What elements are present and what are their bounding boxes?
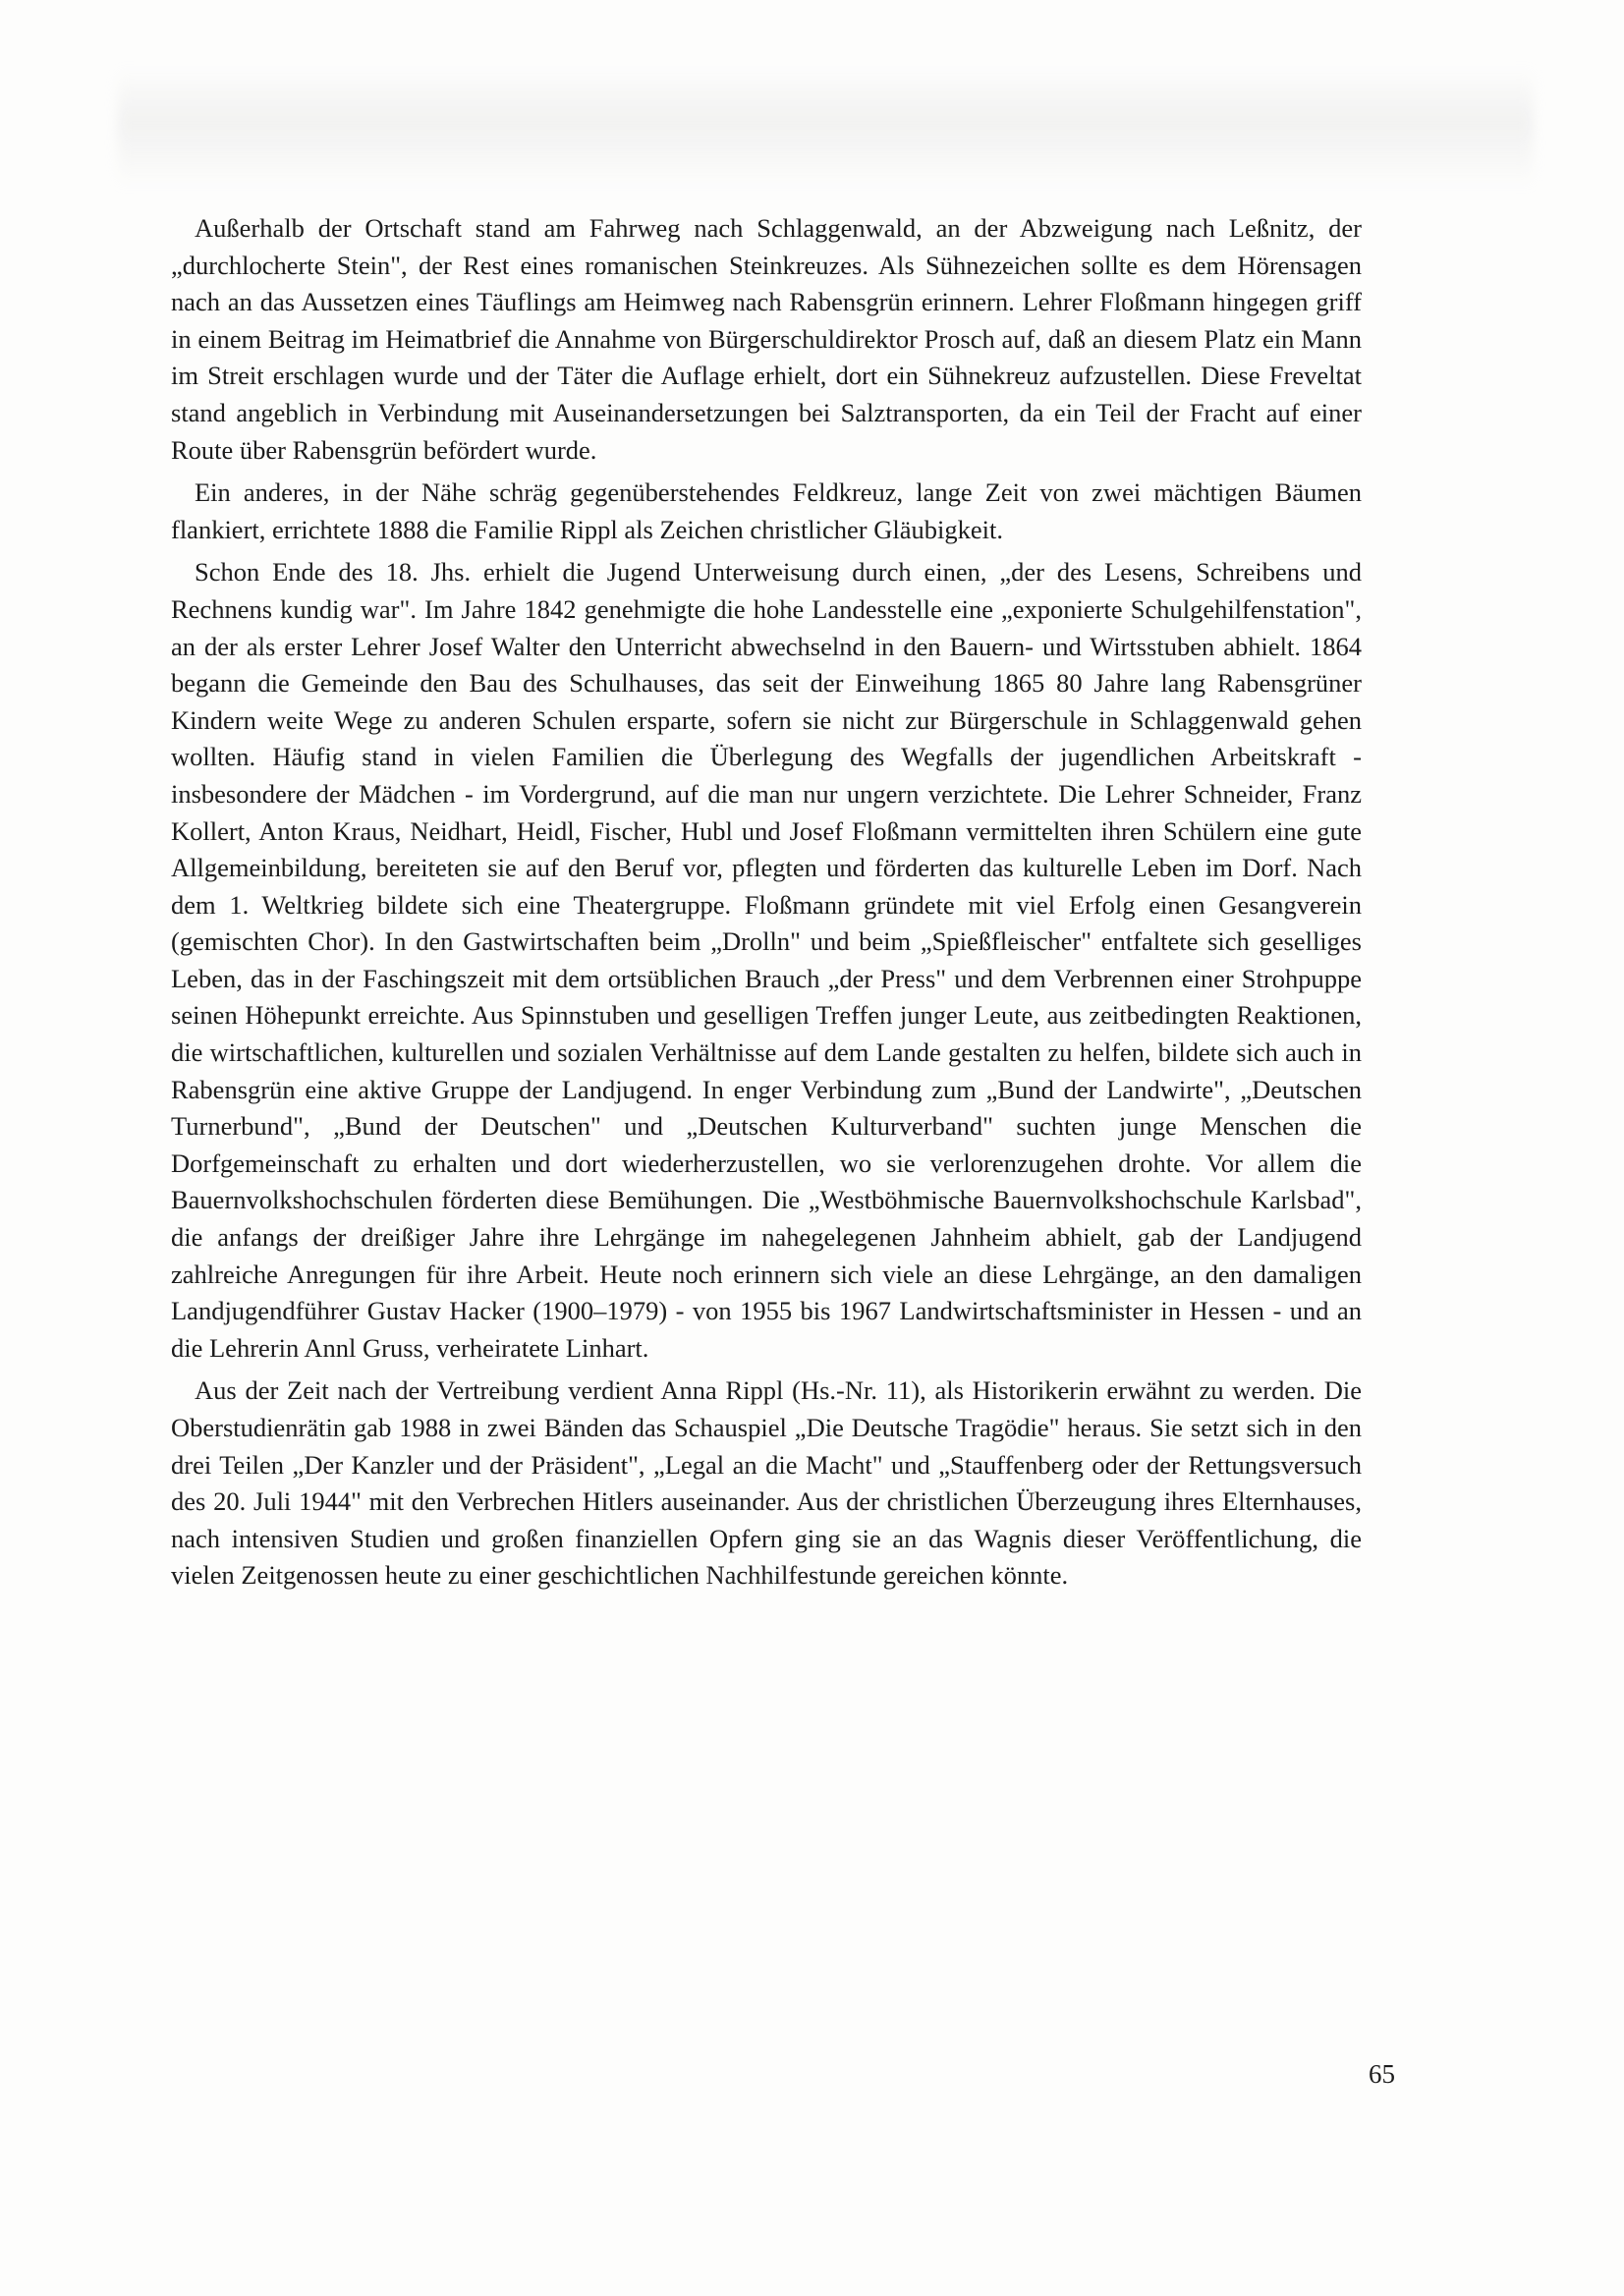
paragraph-anna-rippl: Aus der Zeit nach der Vertreibung verdient Anna Rippl (Hs.-Nr. 11), als Historikerin erwähnt zu werden. Die Oberstudienrätin gab 1988 in zwei Bänden das Schauspiel „Die Deutsche Tragödie" heraus. Sie setzt sich in den drei Teilen „Der Kanzler und der Präsident", „Legal an die Macht" und „Stauffenberg oder der Rettungsversuch des 20. Juli 1944" mit den Verbrechen Hitlers auseinander. Aus der christlichen Überzeugung ihres Elternhauses, nach intensiven Studien und großen finanziellen Opfern ging sie an das Wagnis dieser Veröffentlichung, die vielen Zeitgenossen heute zu einer geschichtlichen Nachhilfestunde gereichen könnte. [171,1375,1362,1591]
paragraph-steinkreuz: Außerhalb der Ortschaft stand am Fahrweg nach Schlaggenwald, an der Abzweigung nach Leßnitz, der „durchlocherte Stein", der Rest eines romanischen Steinkreuzes. Als Sühnezeichen sollte es dem Hörensagen nach an das Aussetzen eines Täuflings am Heimweg nach Rabensgrün erinnern. Lehrer Floßmann hingegen griff in einem Beitrag im Heimatbrief die Annahme von Bürgerschuldirektor Prosch auf, daß an diesem Platz ein Mann im Streit erschlagen wurde und der Täter die Auflage erhielt, dort ein Sühnekreuz aufzustellen. Diese Freveltat stand angeblich in Verbindung mit Auseinandersetzungen bei Salztransporten, da ein Teil der Fracht auf einer Route über Rabensgrün befördert wurde. [171,213,1362,465]
page-number: 65 [1369,2059,1395,2089]
show-through-bleed [118,69,1533,187]
paragraph-schule: Schon Ende des 18. Jhs. erhielt die Jugend Unterweisung durch einen, „der des Lesens, Schreibens und Rechnens kundig war". Im Jahre 1842 genehmigte die hohe Landesstelle eine „exponierte Schulgehilfenstation", an der als erster Lehrer Josef Walter den Unterricht abwechselnd in den Bauern- und Wirtsstuben abhielt. 1864 begann die Gemeinde den Bau des Schulhauses, das seit der Einweihung 1865 80 Jahre lang Rabensgrüner Kindern weite Wege zu anderen Schulen ersparte, sofern sie nicht zur Bürgerschule in Schlaggenwald gehen wollten. Häufig stand in vielen Familien die Überlegung des Wegfalls der jugendlichen Arbeitskraft - insbesondere der Mädchen - im Vordergrund, auf die man nur ungern verzichtete. Die Lehrer Schneider, Franz Kollert, Anton Kraus, Neidhart, Heidl, Fischer, Hubl und Josef Floßmann vermittelten ihren Schülern eine gute Allgemeinbildung, bereiteten sie auf den Beruf vor, pflegten und förderten das kulturelle Leben im Dorf. Nach dem 1. Weltkrieg bildete sich eine Theatergruppe. Floßmann gründete mit viel Erfolg einen Gesangverein (gemischten Chor). In den Gastwirtschaften beim „Drolln" und beim „Spießfleischer" entfaltete sich geselliges Leben, das in der Faschingszeit mit dem ortsüblichen Brauch „der Press" und dem Verbrennen einer Strohpuppe seinen Höhepunkt erreichte. Aus Spinnstuben und geselligen Treffen junger Leute, aus zeitbedingten Reaktionen, die wirtschaftlichen, kulturellen und sozialen Verhältnisse auf dem Lande gestalten zu helfen, bildete sich auch in Rabensgrün eine aktive Gruppe der Landjugend. In enger Verbindung zum „Bund der Landwirte", „Deutschen Turnerbund", „Bund der Deutschen" und „Deutschen Kulturverband" suchten junge Menschen die Dorfgemeinschaft zu erhalten und dort wiederherzustellen, wo sie verlorenzugehen drohte. Vor allem die Bauernvolkshochschulen förderten diese Bemühungen. Die „Westböhmische Bauernvolkshochschule Karlsbad", die anfangs der dreißiger Jahre ihre Lehrgänge im nahegelegenen Jahnheim abhielt, gab der Landjugend zahlreiche Anregungen für ihre Arbeit. Heute noch erinnern sich viele an diese Lehrgänge, an den damaligen Landjugendführer Gustav Hacker (1900–1979) - von 1955 bis 1967 Landwirtschaftsminister in Hessen - und an die Lehrerin Annl Gruss, verheiratete Linhart. [171,557,1362,1363]
body-text [171,210,1362,1600]
paragraph-feldkreuz: Ein anderes, in der Nähe schräg gegenüberstehendes Feldkreuz, lange Zeit von zwei mächtigen Bäumen flankiert, errichtete 1888 die Familie Rippl als Zeichen christlicher Gläubigkeit. [171,477,1362,544]
